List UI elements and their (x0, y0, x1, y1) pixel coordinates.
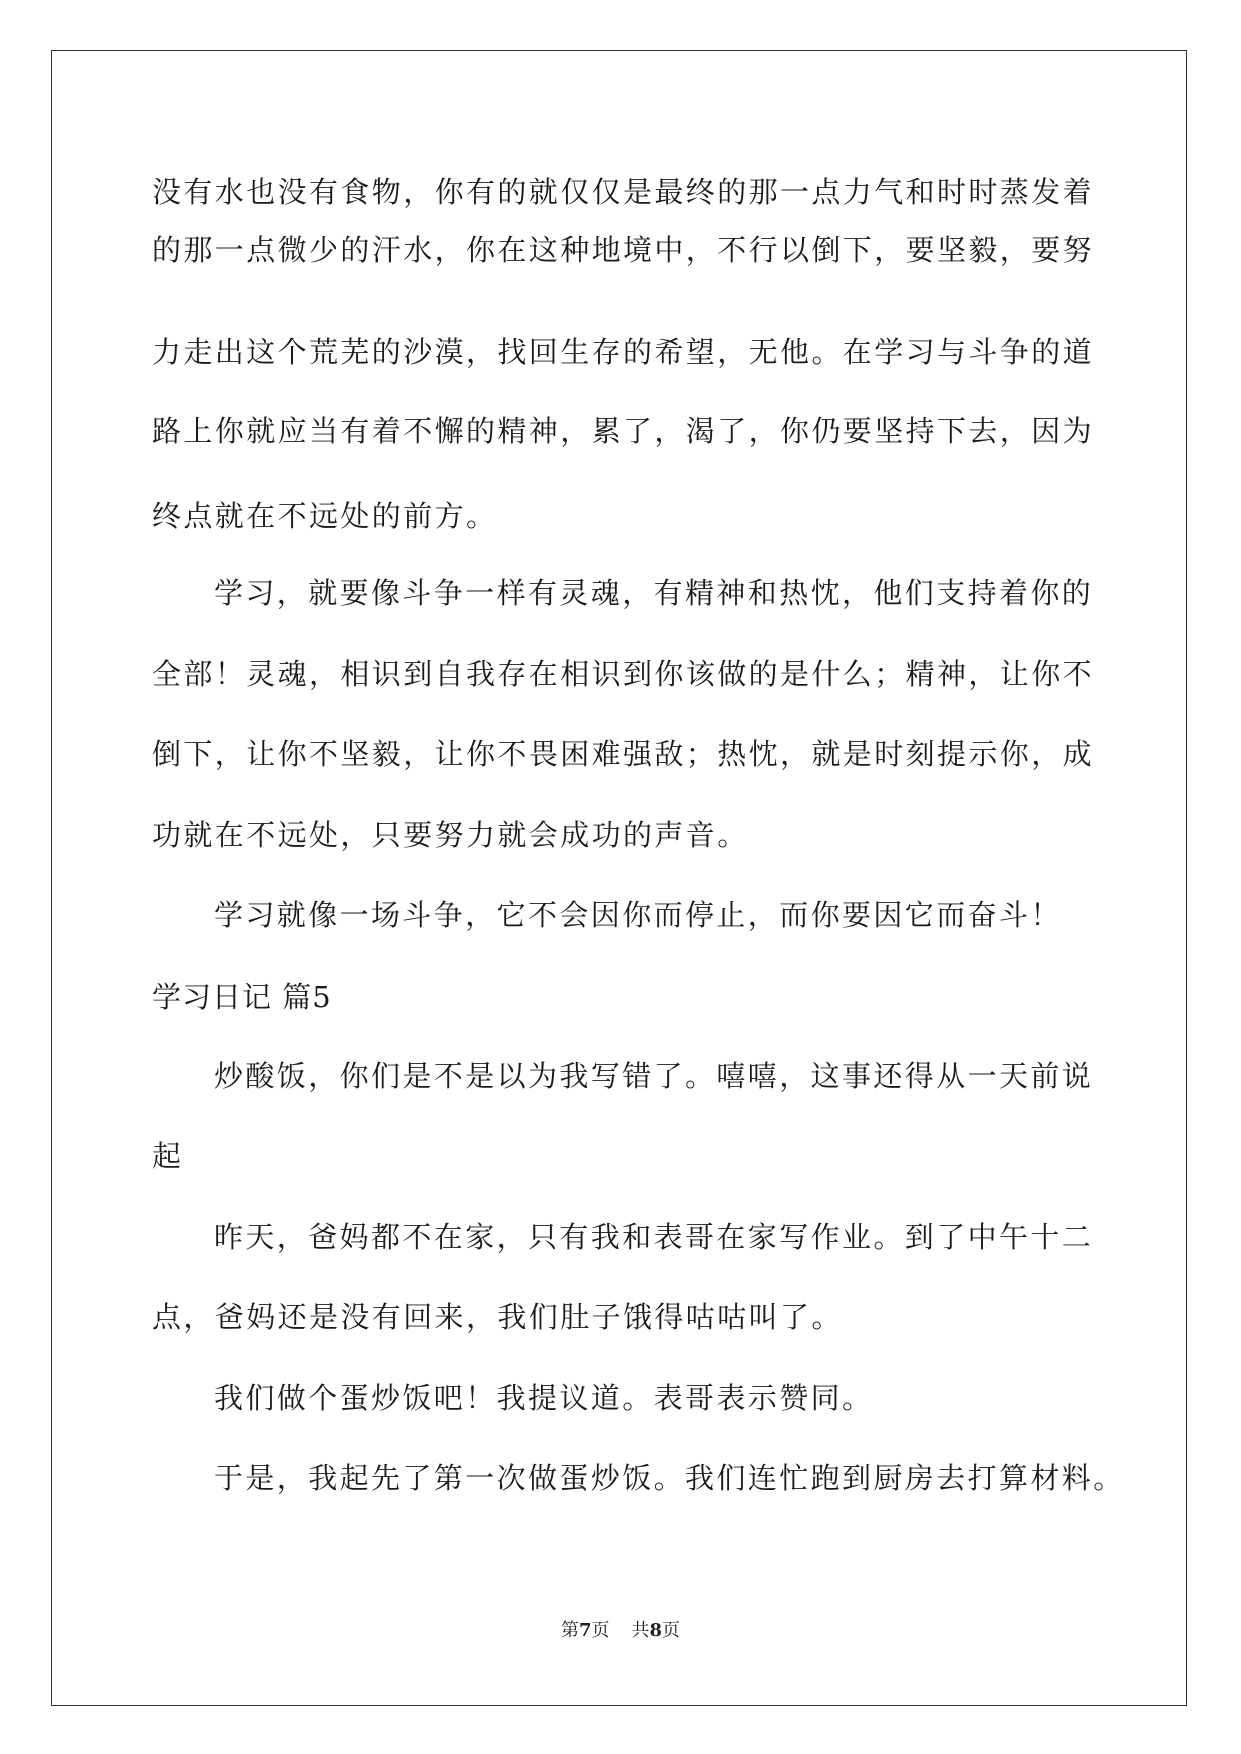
footer-page-total: 8 (649, 1620, 663, 1641)
page-footer (0, 1616, 1241, 1642)
section-heading: 学习日记 篇5 (152, 980, 332, 1014)
footer-page-suffix: 页 (591, 1620, 610, 1641)
text-line: 我们做个蛋炒饭吧！我提议道。表哥表示赞同。 (214, 1381, 874, 1415)
text-line: 倒下，让你不坚毅，让你不畏困难强敌；热忱，就是时刻提示你，成 (152, 737, 1095, 771)
text-line: 路上你就应当有着不懈的精神，累了，渴了，你仍要坚持下去，因为 (152, 414, 1095, 448)
text-line: 功就在不远处，只要努力就会成功的声音。 (152, 818, 749, 852)
text-line: 炒酸饭，你们是不是以为我写错了。嘻嘻，这事还得从一天前说 (214, 1059, 1094, 1093)
text-line: 点，爸妈还是没有回来，我们肚子饿得咕咕叫了。 (152, 1300, 843, 1334)
footer-page-current: 7 (578, 1620, 592, 1641)
text-line: 起 (152, 1139, 184, 1173)
text-line: 学习，就要像斗争一样有灵魂，有精神和热忱，他们支持着你的 (214, 576, 1094, 610)
footer-total-suffix: 页 (662, 1620, 681, 1641)
text-line: 学习就像一场斗争，它不会因你而停止，而你要因它而奋斗！ (214, 898, 1062, 932)
text-line: 全部！灵魂，相识到自我存在相识到你该做的是什么；精神，让你不 (152, 657, 1095, 691)
text-line: 的那一点微少的汗水，你在这种地境中，不行以倒下，要坚毅，要努 (152, 233, 1095, 267)
footer-page-prefix: 第 (560, 1620, 579, 1641)
text-line: 昨天，爸妈都不在家，只有我和表哥在家写作业。到了中午十二 (214, 1220, 1094, 1254)
text-line: 力走出这个荒芜的沙漠，找回生存的希望，无他。在学习与斗争的道 (152, 335, 1095, 369)
text-line: 于是，我起先了第一次做蛋炒饭。我们连忙跑到厨房去打算材料。 (214, 1461, 1125, 1495)
text-line: 终点就在不远处的前方。 (152, 499, 498, 533)
text-line: 没有水也没有食物，你有的就仅仅是最终的那一点力气和时时蒸发着 (152, 175, 1095, 209)
footer-total-prefix: 共 (631, 1620, 650, 1641)
